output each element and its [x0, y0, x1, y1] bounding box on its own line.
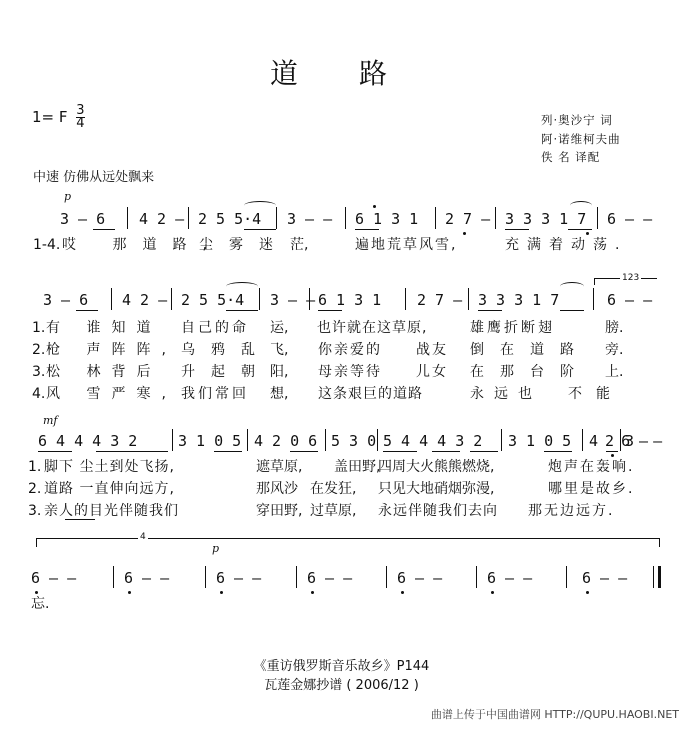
barline — [377, 429, 378, 451]
site-watermark: 曲谱上传于中国曲谱网 HTTP://QUPU.HAOBI.NET — [430, 708, 679, 721]
lyric: 风 雪严寒, — [46, 386, 177, 402]
measure: 6 – – — [487, 569, 533, 587]
barline — [620, 429, 621, 451]
measure: 3 3 3 1 7 — [478, 291, 560, 309]
beam — [505, 229, 529, 230]
staff-4-notes — [0, 566, 683, 590]
barline — [468, 288, 469, 310]
dynamic-p-1: p — [64, 190, 72, 203]
barline — [345, 207, 346, 229]
lyric: 膀. — [605, 320, 624, 336]
measure: 3 – – — [270, 291, 316, 309]
lyric: 你亲爱的 — [318, 342, 382, 358]
barline — [593, 288, 594, 310]
final-barline-thick — [658, 566, 661, 588]
barline — [113, 566, 114, 588]
barline — [566, 566, 567, 588]
measure: 3 – 6 — [60, 210, 106, 228]
barline — [476, 566, 477, 588]
lyric: 飞, — [270, 342, 289, 358]
copier-credit: 瓦莲金娜抄谱 ( 2006/12 ) — [264, 678, 419, 693]
measure: 2 7 – — [417, 291, 463, 309]
lyric: 雄鹰折断翅 — [470, 320, 555, 336]
beam — [383, 451, 417, 452]
barline — [188, 207, 189, 229]
beam — [290, 451, 318, 452]
lyric: 在那台阶 — [470, 364, 590, 380]
key-text: 1= F — [32, 108, 68, 126]
barline — [501, 429, 502, 451]
octave-dot-high — [373, 205, 376, 208]
barline — [205, 566, 206, 588]
lyric: 哎 那道路, — [62, 237, 223, 253]
song-title: 道 路 — [270, 57, 413, 90]
lyric: 松 林背后 — [46, 364, 162, 380]
lyric: 永远伴随我们去向 — [378, 503, 498, 519]
measure: 3 1 0 5 — [178, 432, 242, 450]
lyric: 充满着动荡. — [505, 237, 628, 253]
lyric: 过草原, — [310, 503, 357, 519]
lyric: 盖田野, — [334, 459, 381, 475]
lyric: 四周大火熊熊燃烧, — [378, 459, 495, 475]
beam — [38, 451, 72, 452]
barline — [325, 429, 326, 451]
dynamic-p-2: p — [212, 542, 220, 555]
measure: 4 2 – — [122, 291, 168, 309]
beam — [318, 310, 342, 311]
measure: 5 4 4 4 3 2 — [383, 432, 483, 450]
barline — [276, 207, 277, 229]
staff-1-notes — [0, 207, 683, 231]
lyric: 升起朝 — [181, 364, 271, 380]
measure: 3 3 3 1 7 — [505, 210, 587, 228]
lyric: 脚下 尘土到处飞扬, — [44, 459, 175, 475]
beam — [470, 451, 498, 452]
beam — [226, 310, 258, 311]
barline — [259, 288, 260, 310]
staff-2-verse-4 — [0, 383, 683, 405]
staff-3-verse-3 — [0, 500, 683, 522]
verse-number: 1-4. — [33, 237, 61, 253]
repeat-count: 4 — [140, 532, 146, 542]
measure: 5 3 0 — [331, 432, 377, 450]
beam — [214, 451, 242, 452]
lyric: 穿田野, — [256, 503, 303, 519]
measure: 6 1 3 1 — [318, 291, 382, 309]
lyric: 母亲等待 — [318, 364, 382, 380]
staff-2-notes — [0, 288, 683, 312]
lyric: 也许就在这草原, — [317, 320, 428, 336]
lyric: 永远也 — [470, 386, 542, 402]
beam — [560, 310, 584, 311]
lyric: 想, — [270, 386, 289, 402]
lyric: 遍地荒草风雪, — [355, 237, 458, 253]
lyric: 儿女 — [416, 364, 448, 380]
staff-2-verse-3 — [0, 361, 683, 383]
verse-number: 4. — [32, 386, 46, 402]
barline — [309, 288, 310, 310]
verse-number: 3. — [32, 364, 46, 380]
beam — [478, 310, 502, 311]
verse-number: 2. — [28, 481, 42, 497]
lyric: 那风沙 — [256, 481, 298, 497]
lyric: 遮草原, — [256, 459, 303, 475]
measure: 6 – – — [31, 569, 77, 587]
beam — [355, 229, 379, 230]
lyricist-credit: 列·奥沙宁 词 — [541, 113, 613, 127]
lyric: 枪 声阵阵, — [46, 342, 177, 358]
measure: 6 1 3 1 — [355, 210, 419, 228]
tempo-marking: 中速 仿佛从远处飘来 — [33, 170, 155, 185]
barline — [582, 429, 583, 451]
slur — [560, 282, 584, 291]
lyric: 在发狂, — [310, 481, 357, 497]
beam — [93, 229, 115, 230]
barline — [495, 207, 496, 229]
beam — [432, 451, 460, 452]
lyric: 自己的命 — [181, 320, 249, 336]
measure: 2 5 5·4 — [198, 210, 262, 228]
measure: 4 2 6 — [589, 432, 630, 450]
lyric-underline — [65, 519, 95, 520]
measure: 6 – – — [124, 569, 170, 587]
barline — [111, 288, 112, 310]
measure: 4 2 0 6 — [254, 432, 318, 450]
lyric: 不能 — [568, 386, 624, 402]
staff-3-notes — [0, 429, 683, 453]
beam — [544, 451, 572, 452]
measure: 6 – – — [607, 210, 653, 228]
beam — [96, 451, 168, 452]
measure: 2 7 – — [445, 210, 491, 228]
lyric: 哪里是故乡. — [548, 481, 635, 497]
composer-credit: 阿·诺维柯夫曲 — [541, 132, 621, 146]
lyric: 茫, — [290, 237, 309, 253]
beam — [568, 229, 592, 230]
lyric: 倒在道路 — [470, 342, 590, 358]
lyric: 炮声在轰响. — [548, 459, 635, 475]
barline — [386, 566, 387, 588]
barline — [171, 288, 172, 310]
lyric: 这条艰巨的道路 — [318, 386, 423, 402]
measure: 6 – – — [582, 569, 628, 587]
lyric: 忘. — [31, 596, 50, 612]
final-barline-thin — [653, 566, 654, 588]
measure: 6 – – — [607, 291, 653, 309]
barline — [296, 566, 297, 588]
verse-number: 3. — [28, 503, 42, 519]
measure: 3 1 0 5 — [508, 432, 572, 450]
key-signature — [32, 105, 85, 130]
lyric: 战友 — [416, 342, 448, 358]
slur — [244, 201, 276, 210]
measure: 6 4 4 4 3 2 — [38, 432, 138, 450]
measure: 2 5 5·4 — [181, 291, 245, 309]
lyric: 阳, — [270, 364, 289, 380]
lyric: 只见大地硝烟弥漫, — [378, 481, 495, 497]
measure: 6 – – — [216, 569, 262, 587]
verse-number: 1. — [28, 459, 42, 475]
translator-credit: 佚 名 译配 — [541, 150, 601, 164]
lyric: 旁. — [605, 342, 624, 358]
barline — [435, 207, 436, 229]
barline — [405, 288, 406, 310]
lyric: 亲人的目光伴随我们 — [44, 503, 179, 519]
time-bottom: 4 — [76, 116, 85, 131]
staff-2-verse-1 — [0, 317, 683, 339]
measure: 6 – – — [307, 569, 353, 587]
lyric: 尘雾迷 — [199, 237, 289, 253]
staff-4-lyrics — [0, 593, 683, 615]
barline — [597, 207, 598, 229]
lyric: 那无边远方. — [528, 503, 615, 519]
measure: 6 – – — [397, 569, 443, 587]
barline — [247, 429, 248, 451]
staff-2-verse-2 — [0, 339, 683, 361]
time-top: 3 — [76, 103, 85, 118]
lyric: 我们常回 — [181, 386, 249, 402]
dynamic-mf: mf — [43, 414, 58, 427]
staff-1-lyrics — [0, 234, 683, 256]
barline — [127, 207, 128, 229]
verse-number: 1. — [32, 320, 46, 336]
lyric: 运, — [270, 320, 289, 336]
beam — [76, 310, 98, 311]
source-book: 《重访俄罗斯音乐故乡》P144 — [253, 659, 430, 674]
lyric: 道路 一直伸向远方, — [44, 481, 175, 497]
slur — [226, 282, 258, 291]
beam — [606, 451, 618, 452]
lyric: 上. — [605, 364, 624, 380]
measure: 3 – – — [287, 210, 333, 228]
verse-number: 2. — [32, 342, 46, 358]
volta-number: 123 — [622, 273, 640, 283]
measure: 3 – – — [625, 432, 661, 450]
measure: 3 – 6 — [43, 291, 89, 309]
measure: 4 2 – — [139, 210, 185, 228]
staff-3-verse-1 — [0, 456, 683, 478]
staff-3-verse-2 — [0, 478, 683, 500]
lyric: 乌鸦乱 — [181, 342, 271, 358]
slur — [570, 201, 592, 210]
barline — [172, 429, 173, 451]
lyric: 有 谁知道 — [46, 320, 162, 336]
time-signature — [76, 105, 84, 130]
tie-bracket — [36, 538, 660, 547]
beam — [244, 229, 276, 230]
